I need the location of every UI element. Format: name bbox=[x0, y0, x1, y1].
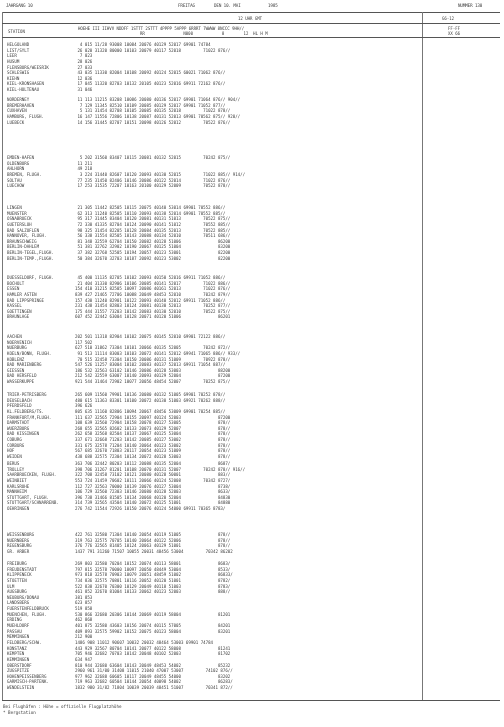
station-name: STUTTGART/SCHNARRENB. bbox=[7, 500, 59, 506]
station-name: FLENSBURG/WEESRIK bbox=[7, 64, 49, 70]
station-codes: 11 113 11215 83208 10086 20080 40136 52017 69901 71064 876// 904// bbox=[75, 97, 241, 102]
station-codes: 396 626 bbox=[75, 403, 93, 409]
table-row bbox=[7, 87, 487, 93]
station-group bbox=[7, 155, 487, 189]
station-name: WEINBIET bbox=[7, 477, 27, 483]
station-name: AUGSBURG bbox=[7, 589, 27, 595]
station-group bbox=[7, 334, 487, 385]
station-name: MANNHEIM bbox=[7, 489, 27, 495]
station-name: HELGOLAND bbox=[7, 42, 30, 47]
station-codes: 72 330 41335 82704 10124 20090 40141 51012 70552 885// bbox=[75, 221, 231, 227]
station-codes: 262 658 32568 82504 10137 20067 40125 53004 878// bbox=[75, 431, 231, 437]
station-name: MUENCHEN, FLUGH. bbox=[7, 611, 47, 617]
station-codes: 269 803 32580 70204 10152 20074 40113 58001 8683/ bbox=[75, 561, 231, 566]
table-row bbox=[7, 256, 487, 262]
station-codes: 1832 980 31/82 71804 10039 20039 48451 51007 70341 872// bbox=[75, 685, 233, 691]
station-codes: 268 655 32565 82602 10133 20073 40129 52007 878// bbox=[75, 425, 231, 431]
station-codes: 839 427 21465 72706 10088 20049 48453 52010 70242 879// bbox=[75, 291, 231, 297]
station-name: KOELN/BONN, FLUGH. bbox=[7, 350, 52, 356]
station-codes: 422 761 32580 71304 10140 20054 40119 51005 878// bbox=[75, 532, 231, 537]
station-codes: 231 438 31454 82803 10124 20081 40130 52013 70252 877// bbox=[75, 303, 231, 309]
station-name: OEHRINGEN bbox=[7, 506, 30, 512]
station-codes: 26 020 31320 80000 10103 20079 40117 52018 71022 876// bbox=[75, 47, 231, 53]
station-codes: 567 685 32670 71803 20117 20054 40123 51009 878// bbox=[75, 448, 231, 454]
station-codes: 117 502 bbox=[75, 339, 93, 345]
station-codes: 37 382 32768 52505 10194 20057 40123 53001 82200 bbox=[75, 250, 231, 256]
header-rule bbox=[2, 23, 500, 24]
station-group bbox=[7, 97, 487, 125]
station-name: TRIER-PETRISBERG bbox=[7, 392, 47, 397]
station-codes: 106 729 32560 72303 10146 20080 40128 52003 8633/ bbox=[75, 489, 231, 495]
station-codes: 607 452 32442 63004 10128 20071 40120 51006 86201 bbox=[75, 314, 231, 320]
station-codes: 977 962 32688 60605 10117 20049 48455 54000 83202 bbox=[75, 673, 231, 679]
table-row bbox=[7, 120, 487, 126]
station-name: DEUSELBACH bbox=[7, 397, 32, 403]
station-codes: 381 853 bbox=[75, 594, 93, 600]
station-codes: 112 727 32563 70000 10139 20076 40127 53004 8738/ bbox=[75, 483, 231, 489]
footnote-airports: Bei Flughäfen : Höhe = offizielle Flugplatzhöhe bbox=[3, 704, 122, 709]
station-group bbox=[7, 532, 487, 555]
station-name: FREIBURG bbox=[7, 561, 27, 566]
station-name: KARLSRUHE bbox=[7, 483, 30, 489]
station-name: KL.FELDBERG/TS. bbox=[7, 408, 44, 414]
station-codes: 212 900 bbox=[75, 634, 93, 640]
station-name: KIEL-HOLTENAU bbox=[7, 87, 40, 93]
columns-rule bbox=[2, 37, 500, 38]
station-codes: 49 218 bbox=[75, 166, 93, 172]
station-name: NEUBURG/DONAU bbox=[7, 594, 40, 600]
station-name: NOERVENICH bbox=[7, 339, 32, 345]
station-name: HAMLER ASTEN bbox=[7, 291, 37, 297]
station-codes: 17 045 11320 82703 10132 20105 40123 52016 69911 72162 876// bbox=[75, 81, 226, 87]
station-name: NUERNBERG bbox=[7, 537, 30, 543]
station-name: KEMPTEN bbox=[7, 651, 25, 657]
station-name: OSNABRUECK bbox=[7, 216, 32, 222]
station-codes: 396 738 31466 81505 10134 20068 40120 52004 84830 bbox=[75, 494, 231, 500]
station-name: WEISSENBURG bbox=[7, 532, 35, 537]
station-codes: 2960 961 31/00 31408 11015 21040 47007 53007 74102 876// bbox=[75, 668, 233, 674]
station-name: BOCHOLT bbox=[7, 280, 25, 286]
station-name: FUERSTENFELDBRUCK bbox=[7, 606, 49, 612]
station-codes: 202 501 11318 82904 10102 20075 40145 52010 69901 72122 886// bbox=[75, 334, 226, 339]
station-name: BAD MARIENBERG bbox=[7, 362, 42, 368]
station-codes: 5 131 31454 82708 10105 20085 40135 52018 71022 878// bbox=[75, 108, 231, 114]
station-codes: 401 875 32580 43603 10156 20074 40115 57005 84201 bbox=[75, 623, 231, 629]
station-codes: 157 430 11240 82901 10122 20093 40140 52012 69911 71052 886// bbox=[75, 297, 226, 303]
station-codes: 3 224 31440 82607 10120 20093 40130 52015 71022 885// 914// bbox=[75, 171, 246, 177]
station-name: PASSAU bbox=[7, 628, 22, 634]
station-codes: 810 944 32680 63604 10143 20049 48453 54002 85232 bbox=[75, 662, 231, 668]
station-name: LANDSBERG bbox=[7, 600, 30, 606]
station-name: ERDING bbox=[7, 617, 22, 623]
station-name: BERUS bbox=[7, 461, 20, 466]
station-name: MUENSTER bbox=[7, 210, 27, 216]
station-name: BERLIN-DAHLEM bbox=[7, 244, 40, 250]
station-codes: 719 963 32682 60504 10144 20054 40098 54002 86283/ bbox=[75, 679, 233, 685]
station-name: CORBURG bbox=[7, 442, 25, 448]
station-group bbox=[7, 392, 487, 460]
bottom-rule bbox=[2, 700, 500, 701]
station-codes: 1437 791 31260 71507 10055 20031 48456 53004 70342 86202 bbox=[75, 548, 233, 554]
station-name: LUEBECK bbox=[7, 119, 25, 125]
station-group bbox=[7, 461, 487, 512]
station-codes: 186 532 32563 63102 10146 20086 40128 53003 88200 bbox=[75, 367, 231, 373]
station-name: BREMEN, FLUGH. bbox=[7, 171, 42, 177]
station-name: BAD KISSINGEN bbox=[7, 431, 40, 437]
station-codes: 17 253 31535 72207 10163 20100 40129 52009 70522 878// bbox=[75, 183, 231, 189]
extra-column-header: FF-FF bbox=[448, 26, 461, 31]
station-codes: 265 609 11560 79901 10136 20080 40132 51005 69901 70252 878// bbox=[75, 392, 226, 397]
year-label: 1985 bbox=[268, 3, 278, 8]
station-name: GIESSEN bbox=[7, 367, 25, 373]
station-name: STUTTGART, FLUGH. bbox=[7, 494, 49, 500]
station-codes: 376 776 32565 81405 10124 20063 40129 51001 878// bbox=[75, 543, 231, 549]
station-name: KLIPPENECK bbox=[7, 572, 32, 578]
station-codes: 547 526 11257 83004 10102 20083 40137 52013 69911 71054 887// bbox=[75, 362, 226, 368]
station-name: OLDENBURG bbox=[7, 160, 30, 166]
station-name: GARMISCH-PARTENK. bbox=[7, 679, 49, 685]
station-codes: 973 818 32578 70903 10079 20051 48459 51002 86833/ bbox=[75, 572, 233, 578]
station-name: KOBLENZ bbox=[7, 356, 25, 362]
station-codes: 70 515 32458 73304 10150 20086 40131 51009 70922 878// bbox=[75, 356, 231, 362]
station-codes: 319 763 32575 70705 10140 20064 40122 52006 878// bbox=[75, 537, 231, 543]
station-name: LINGEN bbox=[7, 205, 22, 210]
station-codes: 27 033 bbox=[75, 64, 93, 70]
station-name: FRANKFURT/M,FLUGH. bbox=[7, 414, 52, 420]
station-name: GR. ARBER bbox=[7, 548, 30, 554]
station-name: SCHLESWIG bbox=[7, 70, 30, 76]
station-name: KONSTANZ bbox=[7, 645, 27, 651]
station-name: LIST/SYLT bbox=[7, 47, 30, 53]
station-codes: 627 510 31862 73304 10101 20066 40135 52005 70242 872// bbox=[75, 345, 231, 351]
station-name: SAARBRUECKEN, FLUGH. bbox=[7, 472, 57, 478]
station-codes: 50 384 32670 32703 10187 20092 40123 53002 82200 bbox=[75, 255, 231, 261]
station-group bbox=[7, 205, 487, 261]
station-codes: 553 724 31459 70602 10111 20066 40124 52008 70342 8727/ bbox=[75, 477, 231, 483]
station-codes: 443 929 32567 80704 10141 20077 40122 58008 81241 bbox=[75, 645, 231, 651]
station-name: MEMMINGEN bbox=[7, 634, 30, 640]
station-codes: 4 015 11/28 93008 10084 20076 40129 52017 69901 74784 bbox=[75, 42, 211, 47]
station-codes: 398 706 31267 81201 10108 20070 40131 52007 70242 878// 916// bbox=[75, 466, 246, 472]
table-row bbox=[7, 506, 487, 512]
station-name: KASSEL bbox=[7, 303, 22, 309]
station-codes: 14 156 31445 82707 10151 20098 40126 52012 70522 876// bbox=[75, 119, 231, 125]
station-codes: 154 410 31215 82505 10097 20086 40161 52013 71022 876// bbox=[75, 286, 231, 292]
station-codes: 5 202 31560 83407 10115 20081 40132 52015 70242 875// bbox=[75, 155, 231, 160]
station-name: FELDBERG/SCHW. bbox=[7, 639, 42, 645]
station-name: BERLIN-TEGEL,FLUGH. bbox=[7, 250, 54, 256]
station-group bbox=[7, 561, 487, 691]
station-codes: 522 838 32670 70300 10129 20049 40118 51003 8783/ bbox=[75, 583, 231, 589]
station-codes: 51 381 32762 32902 10190 20067 40125 51004 83200 bbox=[75, 244, 231, 250]
station-codes: 734 836 32575 70801 10116 20052 40120 51001 8782/ bbox=[75, 577, 231, 583]
station-group bbox=[7, 42, 487, 93]
station-codes: 480 615 11363 83301 10100 20072 40130 51003 69921 70262 888// bbox=[75, 397, 226, 403]
station-name: TROLLEY bbox=[7, 466, 25, 472]
code-column-subheader: RR N000 8 12 HL H M bbox=[140, 31, 268, 36]
station-name: DUESSELDORF, FLUGH. bbox=[7, 275, 54, 280]
table-row bbox=[7, 549, 487, 555]
station-name: KEMMINGEN bbox=[7, 656, 30, 662]
station-name: KIEL-KRONSHAGEN bbox=[7, 81, 44, 87]
station-name: COBURG bbox=[7, 437, 22, 443]
station-codes: 314 739 32565 43504 10140 20072 40125 51001 84880 bbox=[75, 500, 231, 506]
station-name: GUETERSLOH bbox=[7, 221, 32, 227]
station-name: LEER bbox=[7, 53, 17, 59]
table-row bbox=[7, 183, 487, 189]
station-name: HOHENPEISSENBERG bbox=[7, 673, 47, 679]
station-codes: 95 317 31445 83404 10120 20081 40131 51013 70522 875// bbox=[75, 216, 231, 222]
station-codes: 705 946 32682 70703 10142 20048 40102 52003 81702 bbox=[75, 651, 231, 657]
observation-time: 12 UHR GMT bbox=[238, 16, 263, 21]
station-codes: 98 325 31454 82205 10128 20084 40135 52013 70522 885// bbox=[75, 227, 231, 233]
station-codes: 634 947 bbox=[75, 656, 93, 662]
station-codes: 623 857 bbox=[75, 600, 93, 606]
left-rule bbox=[2, 12, 3, 700]
station-name: WENDELSTEIN bbox=[7, 685, 35, 691]
issue-number: NUMMER 130 bbox=[458, 3, 483, 8]
station-name: MUEHLDORF bbox=[7, 623, 30, 629]
station-name: GOETTINGEN bbox=[7, 308, 32, 314]
station-codes: 409 893 32575 59902 10152 20075 40123 58004 83201 bbox=[75, 628, 231, 634]
code-column-header: HOEHE III IIHVV NDDFF 1STTT 2STTT 4PPPP 5APPP 6RRRT 7WWWW 8NCCC 9HH// bbox=[78, 26, 245, 31]
station-codes: 363 706 32442 80203 10112 20088 40135 52004 8687/ bbox=[75, 461, 231, 466]
station-name: KIEHN bbox=[7, 75, 20, 81]
station-name: DARMSTADT bbox=[7, 420, 30, 426]
station-codes: 91 513 11114 83003 10103 20072 40141 52012 69941 71065 886// 933// bbox=[75, 350, 241, 356]
station-name: BAD HERSFELD bbox=[7, 373, 37, 379]
table-row bbox=[7, 379, 487, 385]
sheet-reference: G6-12 bbox=[442, 16, 455, 21]
station-codes: 805 635 11160 82806 10094 20067 48456 53009 69901 70254 885// bbox=[75, 408, 226, 414]
station-codes: 7 023 bbox=[75, 53, 93, 59]
station-name: AHLHORN bbox=[7, 166, 25, 172]
station-codes: 28 026 bbox=[75, 58, 93, 64]
station-codes: 175 444 31557 73203 10142 20083 40130 52010 70522 875// bbox=[75, 308, 231, 314]
station-codes: 11 211 bbox=[75, 160, 93, 166]
station-codes: 81 348 32559 62704 10150 20082 40128 51006 86200 bbox=[75, 238, 231, 244]
station-name: WASSERKUPPE bbox=[7, 379, 35, 385]
extra-column-subheader: XX 66 bbox=[448, 31, 461, 36]
table-row bbox=[7, 685, 487, 691]
station-name: NORDERNEY bbox=[7, 97, 30, 102]
table-row bbox=[7, 314, 487, 320]
station-codes: 12 036 bbox=[75, 75, 93, 81]
station-codes: 322 708 32458 73102 10121 20080 40128 50001 883// bbox=[75, 472, 231, 478]
station-name: HANNOVER, FLUGH. bbox=[7, 233, 47, 239]
station-codes: 16 147 11556 72806 10138 20087 40131 52013 69901 70562 875// 920// bbox=[75, 113, 241, 119]
volume-label: JAHRGANG 10 bbox=[6, 3, 33, 8]
station-name: NUERBURG bbox=[7, 345, 27, 351]
station-group bbox=[7, 275, 487, 320]
station-codes: 530 866 32680 20306 10144 20069 40119 58004 81201 bbox=[75, 611, 231, 617]
station-codes: 462 868 bbox=[75, 617, 93, 623]
station-codes: 21 305 11442 82505 10115 20075 40140 53014 69901 70552 886// bbox=[75, 205, 226, 210]
station-name: BAD LIPPSPRINGE bbox=[7, 297, 44, 303]
table-row bbox=[7, 454, 487, 460]
weekday-label: FREITAG bbox=[178, 3, 195, 8]
station-codes: 519 858 bbox=[75, 606, 93, 612]
station-codes: 21 404 31330 82906 10106 20085 40141 52017 71022 886// bbox=[75, 280, 231, 286]
station-codes: 62 313 11240 82505 10110 20093 40138 52014 69901 70552 885// bbox=[75, 210, 226, 216]
station-codes: 31 046 bbox=[75, 87, 93, 93]
station-name: BREMERHAVEN bbox=[7, 102, 35, 108]
footnote-mountain: * Bergstation bbox=[3, 709, 36, 715]
station-codes: 111 637 32565 72904 10155 20097 40124 52003 87200 bbox=[75, 414, 231, 420]
station-codes: 331 675 32578 71204 10140 20064 40123 53002 878// bbox=[75, 442, 231, 448]
station-name: ZUGSPITZE bbox=[7, 668, 30, 674]
station-name: OBERSTDORF bbox=[7, 662, 32, 668]
station-name: HOF bbox=[7, 448, 15, 454]
station-codes: 797 815 32578 70000 10097 20050 48449 53004 8533/ bbox=[75, 566, 231, 572]
station-codes: 921 544 31464 72902 10077 20056 48454 52007 70252 875// bbox=[75, 379, 231, 385]
station-codes: 438 688 32575 72304 10134 20072 40128 53003 878// bbox=[75, 454, 231, 460]
station-name: HUSUM bbox=[7, 58, 20, 64]
station-name: REGENSBURG bbox=[7, 543, 32, 549]
station-name: ULM bbox=[7, 583, 15, 589]
station-name: CUXHAVEN bbox=[7, 108, 27, 114]
station-codes: 461 852 32670 81004 10133 20062 40123 52003 888// bbox=[75, 589, 231, 595]
station-codes: 337 671 32668 71203 10142 20085 40127 53002 878// bbox=[75, 437, 231, 443]
station-codes: 108 639 32560 72904 10158 20078 40127 53005 878// bbox=[75, 420, 231, 426]
date-label: DEN 10. MAI bbox=[214, 3, 241, 8]
station-name: LUECHOW bbox=[7, 183, 25, 189]
station-column-header: STATION bbox=[8, 29, 25, 34]
station-name: WEIDEN bbox=[7, 454, 22, 460]
station-name: STOETTEN bbox=[7, 577, 27, 583]
station-name: WUERZBURG bbox=[7, 425, 30, 431]
station-codes: 77 235 31450 82406 10146 20086 40122 52014 71022 876// bbox=[75, 177, 231, 183]
station-name: EMDEN-HAFEN bbox=[7, 155, 35, 160]
station-codes: 7 129 11345 82510 10109 20085 40129 52017 69901 71052 877// bbox=[75, 102, 226, 108]
station-name: BERLIN-TEMP.,FLUGH. bbox=[7, 255, 54, 261]
station-codes: 43 035 11330 82004 10108 20092 40124 52015 60021 71062 876// bbox=[75, 70, 226, 76]
station-codes: 1486 908 11012 90607 10032 20032 48464 53003 69901 74784 bbox=[75, 639, 214, 645]
station-name: BRAUNSCHWEIG bbox=[7, 238, 37, 244]
station-name: BRAUNLAGE bbox=[7, 314, 30, 320]
station-name: PFERDSFELD bbox=[7, 403, 32, 409]
station-name: SOLTAU bbox=[7, 177, 22, 183]
station-codes: 276 742 11544 72926 10150 20076 40124 54000 69911 70365 8783/ bbox=[75, 506, 226, 512]
station-name: FREUDENSTADT bbox=[7, 566, 37, 572]
station-codes: 212 542 32559 63007 10140 20093 40129 52004 87200 bbox=[75, 373, 231, 379]
station-name: BAD SALZUFLEN bbox=[7, 227, 40, 233]
station-name: HAMBURG, FLUGH. bbox=[7, 113, 44, 119]
station-codes: 56 338 31554 82505 10143 20088 40134 52010 70511 686// bbox=[75, 233, 231, 239]
station-codes: 45 400 11135 82705 10102 20093 40150 52016 69911 71052 886// bbox=[75, 275, 226, 280]
station-name: ESSEN bbox=[7, 286, 20, 292]
station-name: AACHEN bbox=[7, 334, 22, 339]
top-rule bbox=[2, 12, 500, 13]
